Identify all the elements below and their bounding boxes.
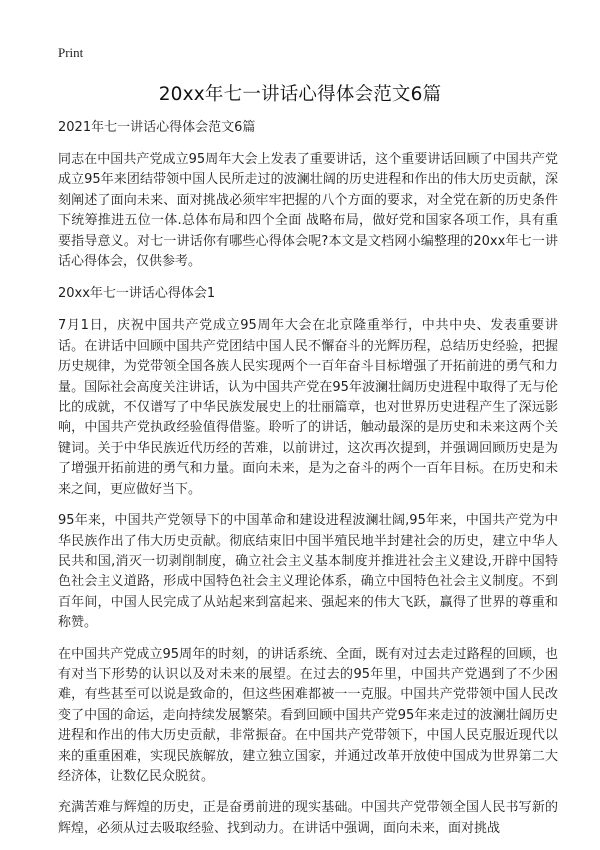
document-body: [58, 117, 558, 850]
body-paragraph: 7月1日，庆祝中国共产党成立95周年大会在北京隆重举行，中共中央、发表重要讲话。在讲话中回顾中国共产党团结中国人民不懈奋斗的光辉历程，总结历史经验，把握历史规律，为党带领全国各族人民实现两个一百年奋斗目标增强了开拓前进的勇气和力量。国际社会高度关注讲话，认为中国共产党在95年波澜壮阔历史进程中取得了无与伦比的成就，不仅谱写了中华民族发展史上的壮丽篇章，也对世界历史进程产生了深远影响，中国共产党执政经验值得借鉴。聆听了的讲话，触动最深的是历史和未来这两个关键词。关于中华民族近代历经的苦难，以前讲过，这次再次提到，并强调回顾历史是为了增强开拓前进的勇气和力量。面向未来，是为之奋斗的两个一百年目标。在历史和未来之间，更应做好当下。: [58, 318, 558, 497]
body-paragraph: 充满苦难与辉煌的历史，正是奋勇前进的现实基础。中国共产党带领全国人民书写新的辉煌，必须从过去吸取经验、找到动力。在讲话中强调，面向未来，面对挑战: [58, 800, 558, 836]
body-paragraph: 在中国共产党成立95周年的时刻，的讲话系统、全面，既有对过去走过路程的回顾，也有对当下形势的认识以及对未来的展望。在过去的95年里，中国共产党遇到了不少困难，有些甚至可以说是致命的，但这些困难都被一一克服。中国共产党带领中国人民改变了中国的命运，走向持续发展繁荣。看到回顾中国共产党95年来走过的波澜壮阔历史进程和作出的伟大历史贡献，非常振奋。在中国共产党带领下，中国人民克服近现代以来的重重困难，实现民族解放，建立独立国家，并通过改革开放使中国成为世界第二大经济体，让数亿民众脱贫。: [58, 646, 558, 784]
body-paragraph: 95年来，中国共产党领导下的中国革命和建设进程波澜壮阔,95年来，中国共产党为中华民族作出了伟大历史贡献。彻底结束旧中国半殖民地半封建社会的历史，建立中华人民共和国,消灭一切剥削制度，确立社会主义基本制度并推进社会主义建设,开辟中国特色社会主义道路，形成中国特色社会主义理论体系，确立中国特色社会主义制度。不到百年间，中国人民完成了从站起来到富起来、强起来的伟大飞跃，赢得了世界的尊重和称赞。: [58, 513, 558, 631]
intro-heading: 2021年七一讲话心得体会范文6篇: [58, 120, 256, 135]
section-heading: 20xx年七一讲话心得体会1: [58, 286, 216, 302]
document-title: 20xx年七一讲话心得体会范文6篇: [158, 84, 442, 105]
print-link[interactable]: Print: [58, 45, 84, 60]
intro-paragraph: 同志在中国共产党成立95周年大会上发表了重要讲话，这个重要讲话回顾了中国共产党成立95年来团结带领中国人民所走过的波澜壮阔的历史进程和作出的伟大历史贡献，深刻阐述了面向未来、面对挑战必须牢牢把握的八个方面的要求，对全党在新的历史条件下统筹推进五位一体.总体布局和四个全面 战略布局，做好党和国家各项工作，具有重要指导意义。对七一讲话你有哪些心得体会呢?本文是文档网小编整理的20xx年七一讲话心得体会，仅供参考。: [58, 152, 558, 270]
